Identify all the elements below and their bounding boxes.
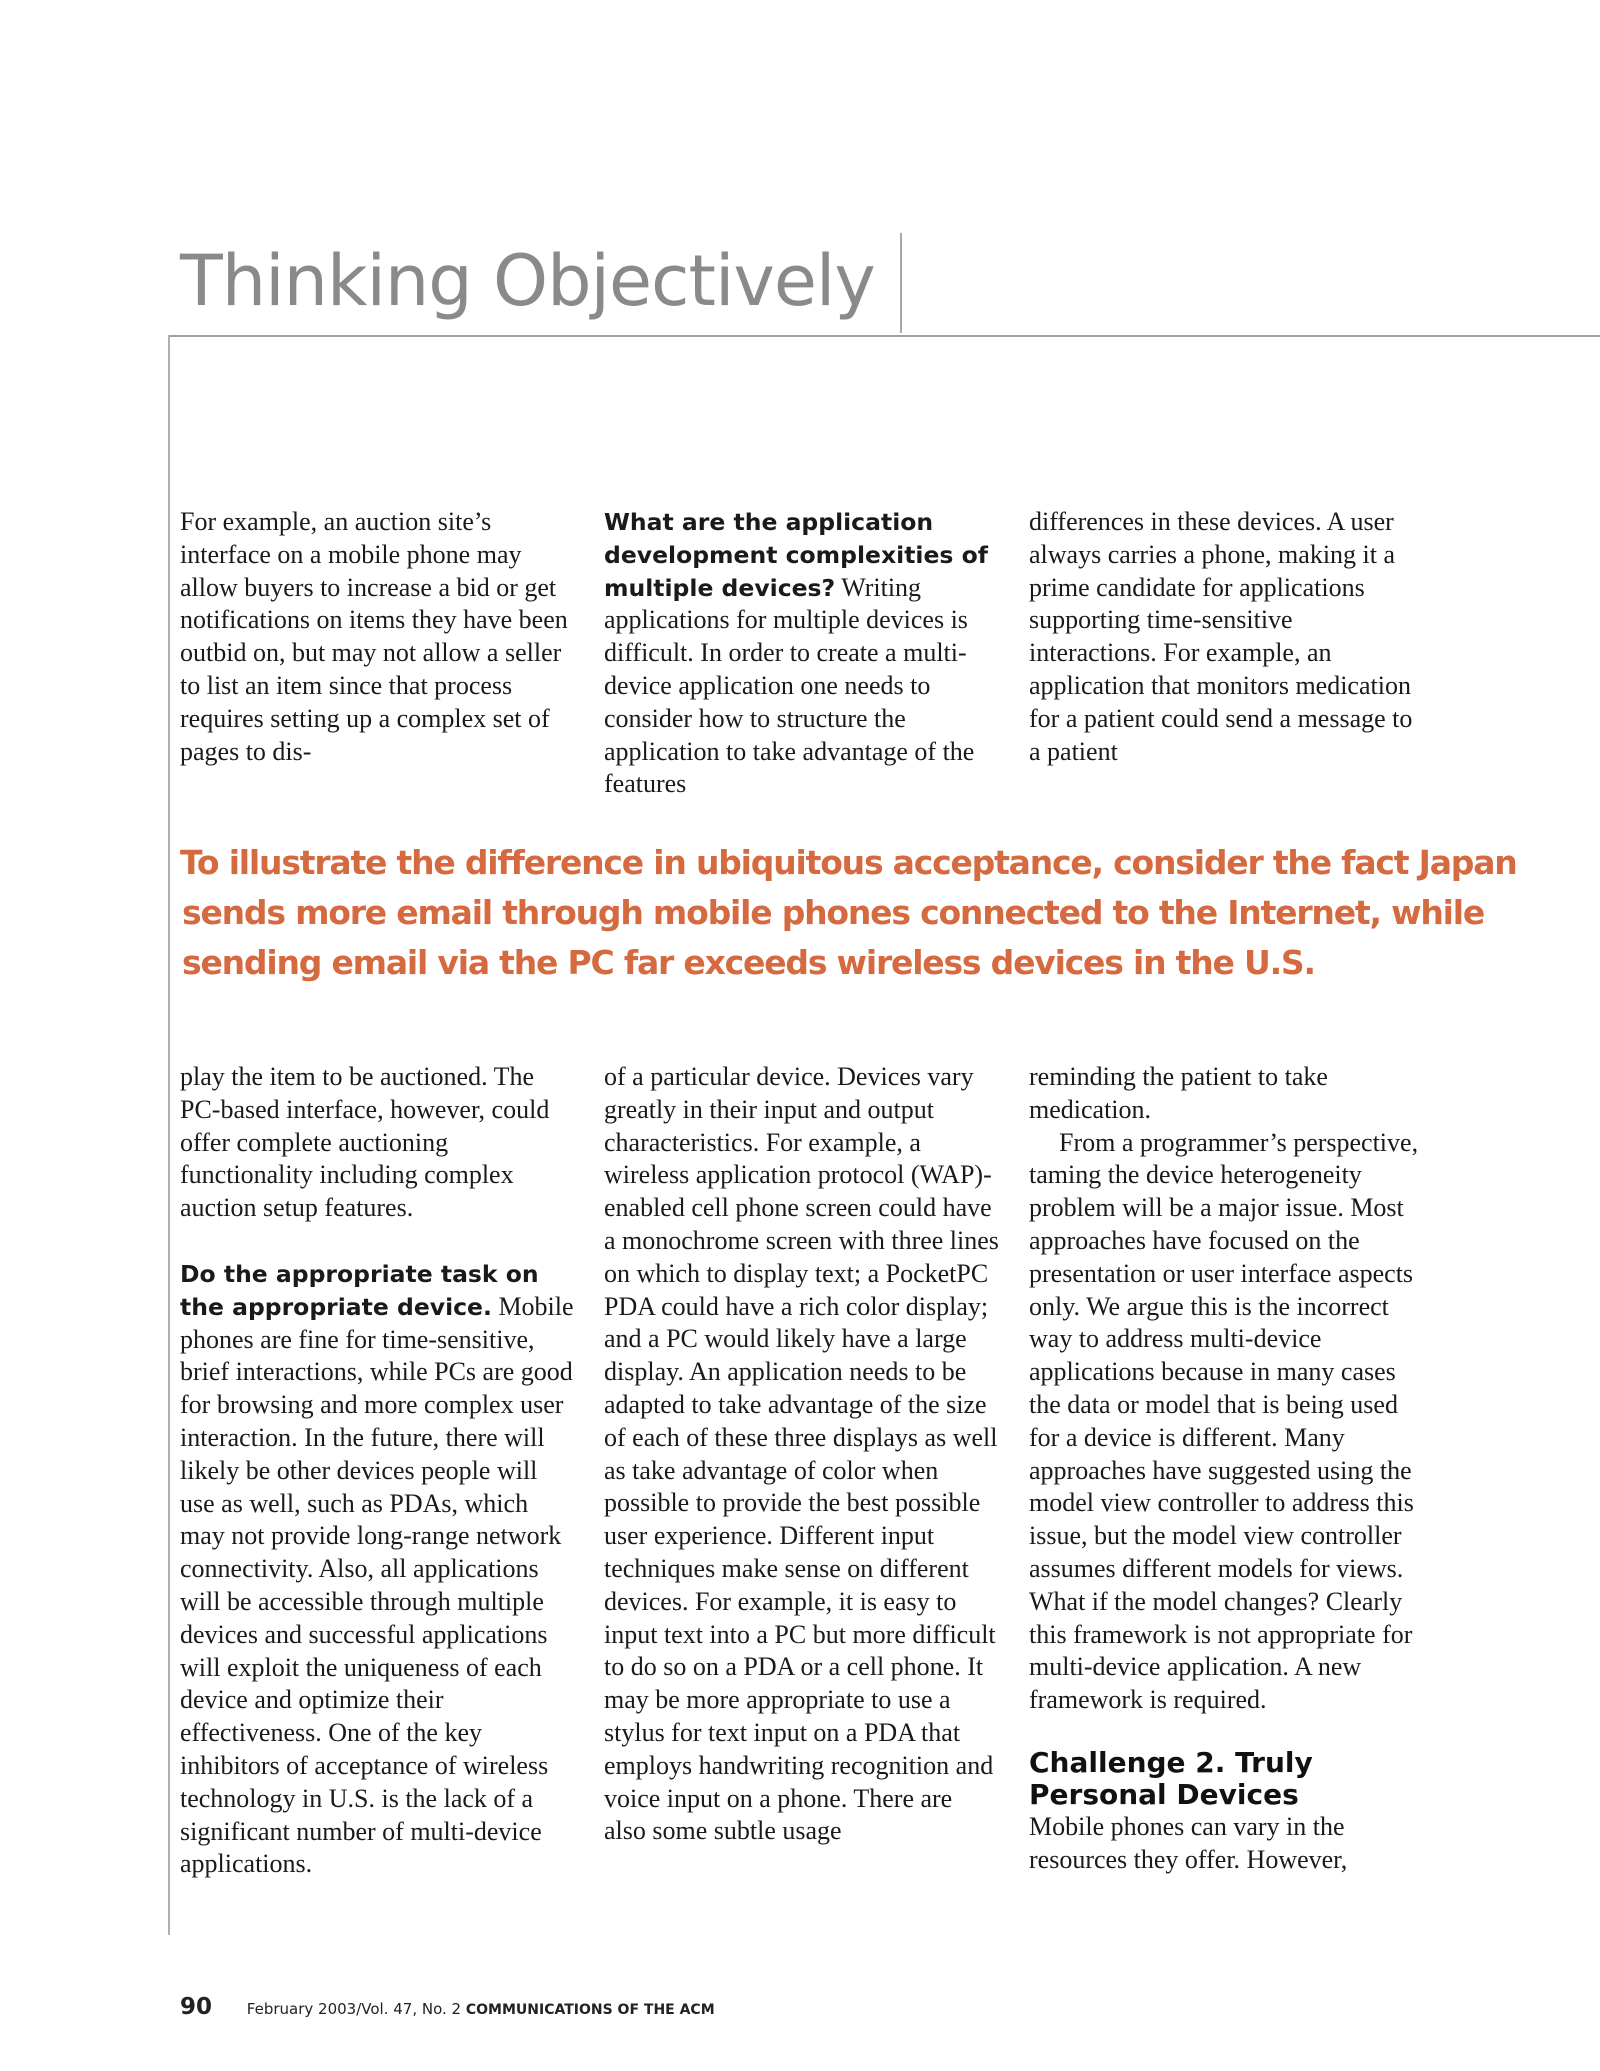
article-section-title: Thinking Objectively: [180, 240, 875, 322]
bottom-column-1-paragraph-2: [180, 1258, 575, 1881]
pull-quote: [180, 838, 1517, 988]
top-column-1: [180, 506, 575, 768]
bottom-column-1-lead: Do the appropriate task on the appropriate device.: [180, 1259, 539, 1321]
bottom-column-2-text: of a particular device. Devices vary greatly in their input and output characteristics. For example, a wireless application protocol (WAP)-enabled cell phone screen could have a monochrome screen with three lines on which to display text; a PocketPC PDA could have a rich color display; and a PC would likely have a large display. An application needs to be adapted to take advantage of the size of each of these three displays as well as take advantage of color when possible to provide the best possible user experience. Different input techniques make sense on different devices. For example, it is easy to input text into a PC but more difficult to do so on a PDA or a cell phone. It may be more appropriate to use a stylus for text input on a PDA that employs handwriting recognition and voice input on a phone. There are also some subtle usage: [604, 1062, 999, 1846]
top-column-2-lead: What are the application development complexities of multiple devices?: [604, 508, 988, 602]
section-heading-challenge-2: Challenge 2. Truly Personal Devices: [1029, 1745, 1313, 1811]
title-divider: [900, 233, 902, 333]
header-rule: [168, 335, 1600, 337]
bottom-column-1-text: Mobile phones are fine for time-sensitive, brief interactions, while PCs are good for browsing and more complex user interaction. In the future, there will likely be other devices people will use as well, such as PDAs, which may not provide long-range network connectivity. Also, all applications will be accessible through multiple devices and successful applications will exploit the uniqueness of each device and optimize their effectiveness. One of the key inhibitors of acceptance of wireless technology in U.S. is the lack of a significant number of multi-device applications.: [180, 1291, 574, 1879]
top-column-2-text: Writing applications for multiple devices is difficult. In order to create a multi-device application one needs to consider how to structure the application to take advantage of the features: [604, 572, 975, 799]
journal-name: COMMUNICATIONS OF THE ACM: [465, 2002, 715, 2018]
bottom-column-1: [180, 1061, 575, 1881]
bottom-column-1-paragraph-1: play the item to be auctioned. The PC-based interface, however, could offer complete auctioning functionality including complex auction setup features.: [180, 1062, 550, 1223]
bottom-column-2: [604, 1061, 999, 1848]
left-margin-rule: [168, 335, 170, 1935]
page-number: 90: [180, 1994, 213, 2020]
bottom-column-3-paragraph-3: Mobile phones can vary in the resources they offer. However,: [1029, 1811, 1348, 1874]
bottom-column-3: [1029, 1061, 1424, 1877]
pull-quote-line-1: To illustrate the difference in ubiquitous acceptance, consider the fact Japan: [180, 843, 1517, 882]
paragraph-gap: [180, 1225, 575, 1258]
page-footer: [180, 1994, 715, 2020]
bottom-column-3-paragraph-2: From a programmer’s perspective, taming the device heterogeneity problem will be a major issue. Most approaches have focused on the presentation or user interface aspects only. We argue this is the incorrect way to address multi-device applications because in many cases the data or model that is being used for a device is different. Many approaches have suggested using the model view controller to address this issue, but the model view controller assumes different models for views. What if the model changes? Clearly this framework is not appropriate for multi-device application. A new framework is required.: [1029, 1127, 1419, 1715]
pull-quote-line-3: sending email via the PC far exceeds wireless devices in the U.S.: [182, 943, 1315, 982]
issue-info: February 2003/Vol. 47, No. 2: [246, 2000, 462, 2018]
top-column-2: [604, 506, 999, 801]
bottom-column-3-paragraph-1: reminding the patient to take medication.: [1029, 1062, 1328, 1124]
top-column-3: [1029, 506, 1424, 768]
top-column-1-text: For example, an auction site’s interface on a mobile phone may allow buyers to increase a bid or get notifications on items they have been outbid on, but may not allow a seller to list an item since that process requires setting up a complex set of pages to dis-: [180, 507, 568, 766]
top-column-3-text: differences in these devices. A user always carries a phone, making it a prime candidate for applications supporting time-sensitive interactions. For example, an application that monitors medication for a patient could send a message to a patient: [1029, 507, 1413, 766]
top-column-2-paragraph: [604, 506, 999, 801]
pull-quote-line-2: sends more email through mobile phones connected to the Internet, while: [182, 893, 1485, 932]
